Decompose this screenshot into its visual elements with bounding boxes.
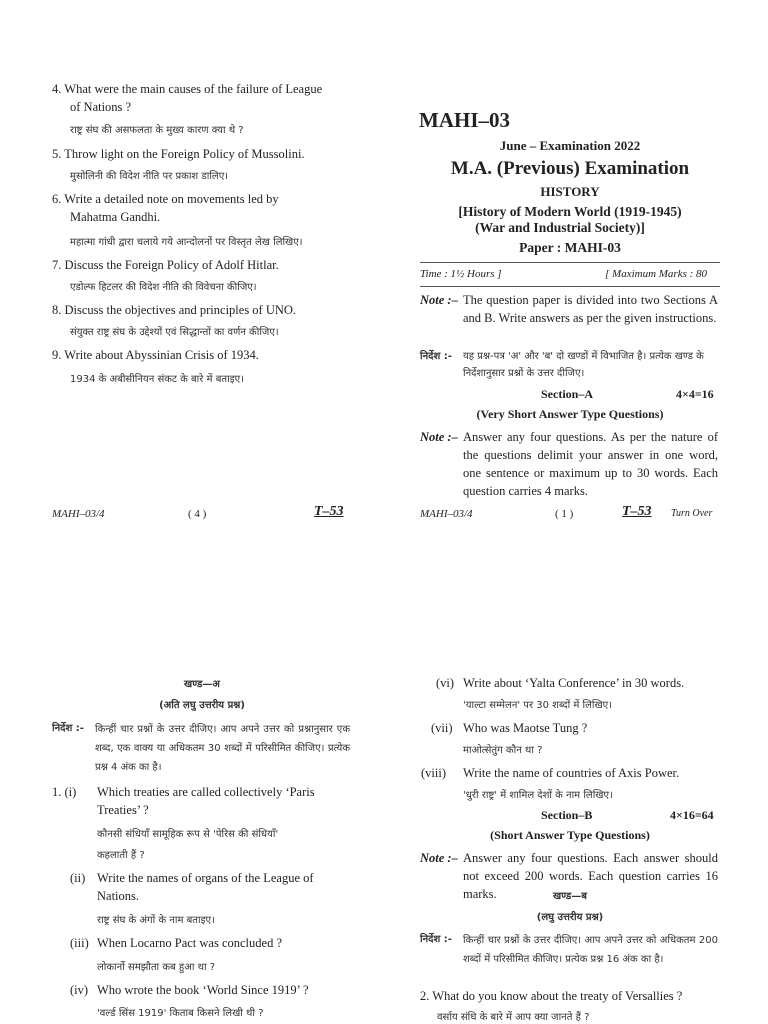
- paper-title-line2: (War and Industrial Society)]: [475, 220, 645, 235]
- nirdesh-text: यह प्रश्न-पत्र 'अ' और 'ब' दो खण्डों में विभाजित है। प्रत्येक खण्ड के निर्देशानुसार प्रश्नों के उत्तर दीजिए।: [463, 351, 704, 379]
- note-label: Note :–: [420, 293, 458, 307]
- footer-series: T–53: [314, 504, 344, 519]
- footer-code: MAHI–03/4: [52, 508, 105, 520]
- q4-line1: 4. What were the main causes of the failure of League: [52, 82, 323, 96]
- q5-hindi: मुसोलिनी की विदेश नीति पर प्रकाश डालिए।: [70, 171, 229, 182]
- q1vii-hindi: माओत्सेतुंग कौन था ?: [463, 745, 543, 756]
- note-label: Note :–: [420, 851, 458, 865]
- q1ii-number: (ii): [70, 871, 86, 885]
- q1ii-line2: Nations.: [97, 889, 140, 903]
- q1i-hindi-2: कहलाती हैं ?: [97, 850, 145, 861]
- subject: HISTORY: [540, 184, 600, 199]
- q9-hindi: 1934 के अबीसीनियन संकट के बारे में बताइए।: [70, 374, 244, 385]
- note2-text: Answer any four questions. As per the nature of the questions delimit your answer in one word, one sentence or maximum up to 30 words. Each question carries 4 marks.: [463, 430, 718, 498]
- q1vi-text: Write about ‘Yalta Conference’ in 30 words.: [463, 676, 685, 690]
- q2-text: 2. What do you know about the treaty of Versallies ?: [420, 989, 683, 1003]
- khand-b-type: (लघु उत्तरीय प्रश्न): [536, 912, 604, 923]
- q7-text: 7. Discuss the Foreign Policy of Adolf Hitlar.: [52, 258, 279, 272]
- note2-label: Note :–: [420, 430, 458, 444]
- q1viii-number: (viii): [421, 766, 446, 780]
- footer-page-number: ( 1 ): [555, 508, 574, 520]
- rule-bottom: [420, 286, 720, 287]
- paper-number: Paper : MAHI-03: [519, 240, 621, 255]
- section-a-heading: Section–A: [541, 387, 593, 401]
- nirdesh-label: निर्देश :-: [420, 934, 452, 945]
- q1-number: 1. (i): [52, 785, 77, 799]
- nirdesh-label: निर्देश :-: [420, 351, 452, 362]
- q1iii-hindi: लोकार्नो समझौता कब हुआ था ?: [97, 962, 216, 973]
- q1viii-hindi: 'धुरी राष्ट्र' में शामिल देशों के नाम लिखिए।: [463, 790, 613, 801]
- time-allowed: Time : 1½ Hours ]: [420, 268, 502, 280]
- khand-b-heading: खण्ड—ब: [553, 891, 587, 902]
- q1iii-number: (iii): [70, 936, 89, 950]
- section-b-type: (Short Answer Type Questions): [490, 828, 650, 842]
- exam-title: M.A. (Previous) Examination: [450, 158, 690, 179]
- note-text: Answer any four questions. Each answer should not exceed 200 words. Each question carries 16 marks.: [463, 851, 718, 901]
- q2-hindi: वर्साय संधि के बारे में आप क्या जानते हैं ?: [437, 1012, 590, 1023]
- q1i-hindi-1: कौनसी संधियाँ सामूहिक रूप से 'पेरिस की संधियाँ': [97, 829, 279, 840]
- q1viii-text: Write the name of countries of Axis Power.: [463, 766, 680, 780]
- footer-series: T–53: [622, 504, 652, 519]
- section-a-marks: 4×4=16: [676, 387, 714, 401]
- q6-hindi: महात्मा गांधी द्वारा चलाये गये आन्दोलनों पर विस्तृत लेख लिखिए।: [70, 237, 303, 248]
- khand-a-heading: खण्ड—अ: [184, 679, 220, 690]
- section-b-marks: 4×16=64: [670, 808, 714, 822]
- q1iv-number: (iv): [70, 983, 89, 997]
- q1iii-text: When Locarno Pact was concluded ?: [97, 936, 282, 950]
- paper-code: MAHI–03: [419, 108, 510, 132]
- q8-text: 8. Discuss the objectives and principles of UNO.: [52, 303, 297, 317]
- q4-line2: of Nations ?: [70, 100, 132, 114]
- q8-hindi: संयुक्त राष्ट्र संघ के उद्देश्यों एवं सिद्धान्तों का वर्णन कीजिए।: [70, 327, 279, 338]
- q6-line1: 6. Write a detailed note on movements led by: [52, 192, 279, 206]
- khand-a-type: (अति लघु उत्तरीय प्रश्न): [159, 700, 245, 711]
- q5-text: 5. Throw light on the Foreign Policy of Mussolini.: [52, 147, 305, 161]
- footer-turn-over: Turn Over: [671, 508, 713, 519]
- q1vi-number: (vi): [436, 676, 455, 690]
- q7-hindi: एडोल्फ हिटलर की विदेश नीति की विवेचना कीजिए।: [70, 282, 257, 293]
- exam-session: June – Examination 2022: [499, 138, 641, 153]
- maximum-marks: [ Maximum Marks : 80: [605, 268, 708, 280]
- q1i-line1: Which treaties are called collectively ‘Paris: [97, 785, 315, 799]
- section-a-type: (Very Short Answer Type Questions): [476, 407, 664, 421]
- q6-line2: Mahatma Gandhi.: [70, 210, 161, 224]
- rule-top: [420, 262, 720, 263]
- q1iv-hindi: 'वर्ल्ड सिंस 1919' किताब किसने लिखी थी ?: [97, 1008, 264, 1019]
- footer-code: MAHI–03/4: [420, 508, 473, 520]
- q4-hindi: राष्ट्र संघ की असफलता के मुख्य कारण क्या थे ?: [70, 125, 244, 136]
- q1vi-hindi: 'याल्टा सम्मेलन' पर 30 शब्दों में लिखिए।: [463, 700, 612, 711]
- q1iv-text: Who wrote the book ‘World Since 1919’ ?: [97, 983, 309, 997]
- note-text: The question paper is divided into two Sections A and B. Write answers as per the given instructions.: [463, 293, 718, 325]
- q1vii-text: Who was Maotse Tung ?: [463, 721, 588, 735]
- footer-page-number: ( 4 ): [188, 508, 207, 520]
- q1vii-number: (vii): [431, 721, 453, 735]
- q1i-line2: Treaties’ ?: [97, 803, 149, 817]
- paper-title-line1: [History of Modern World (1919-1945): [458, 204, 682, 219]
- nirdesh-text: किन्हीं चार प्रश्नों के उत्तर दीजिए। आप अपने उत्तर को अधिकतम 200 शब्दों में परिसीमित कीजिए। प्रत्येक प्रश्न 16 अंक का है।: [463, 935, 718, 965]
- q1ii-line1: Write the names of organs of the League of: [97, 871, 314, 885]
- section-b-heading: Section–B: [541, 808, 593, 822]
- nirdesh-label: निर्देश :-: [52, 723, 84, 734]
- nirdesh-text: किन्हीं चार प्रश्नों के उत्तर दीजिए। आप अपने उत्तर को प्रश्नानुसार एक शब्द, एक वाक्य या अधिकतम 30 शब्दों में परिसीमित कीजिए। प्रत्येक प्रश्न 4 अंक का है।: [95, 724, 350, 773]
- q1ii-hindi: राष्ट्र संघ के अंगों के नाम बताइए।: [97, 915, 215, 926]
- q9-text: 9. Write about Abyssinian Crisis of 1934.: [52, 348, 259, 362]
